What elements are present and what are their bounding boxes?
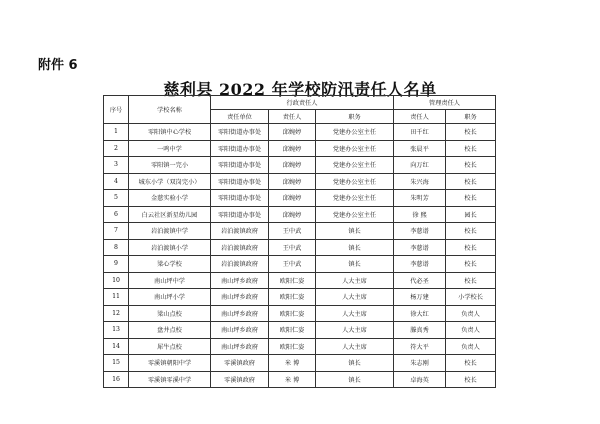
cell-admin-post: 人大主席	[316, 322, 394, 339]
cell-school-name: 金慈实验小学	[129, 190, 211, 207]
cell-admin-unit: 南山坪乡政府	[211, 272, 269, 289]
cell-mgmt-post: 校长	[446, 140, 496, 157]
cell-mgmt-person: 李慈谱	[394, 256, 446, 273]
cell-admin-person: 欧阳仁姿	[269, 272, 316, 289]
header-admin-post: 职务	[316, 110, 394, 124]
cell-mgmt-post: 校长	[446, 157, 496, 174]
cell-mgmt-person: 滕真秀	[394, 322, 446, 339]
cell-admin-post: 镇长	[316, 371, 394, 388]
cell-mgmt-person: 卓海英	[394, 371, 446, 388]
cell-admin-person: 王中武	[269, 223, 316, 240]
cell-mgmt-post: 校长	[446, 355, 496, 372]
cell-seq: 3	[104, 157, 129, 174]
cell-admin-post: 镇长	[316, 355, 394, 372]
cell-admin-unit: 岩泊渡镇政府	[211, 223, 269, 240]
cell-school-name: 犀牛点校	[129, 338, 211, 355]
cell-admin-post: 人大主席	[316, 305, 394, 322]
table-row	[104, 190, 496, 207]
cell-admin-post: 党建办公室主任	[316, 140, 394, 157]
cell-admin-unit: 零阳街道办事处	[211, 206, 269, 223]
table-row	[104, 206, 496, 223]
table-body	[104, 124, 496, 388]
cell-seq: 15	[104, 355, 129, 372]
cell-admin-post: 人大主席	[316, 338, 394, 355]
cell-school-name: 零阳镇一完小	[129, 157, 211, 174]
cell-admin-post: 党建办公室主任	[316, 206, 394, 223]
cell-admin-unit: 零溪镇政府	[211, 355, 269, 372]
cell-admin-post: 党建办公室主任	[316, 190, 394, 207]
header-mgmt-post: 职务	[446, 110, 496, 124]
cell-school-name: 城东小学（双岗完小）	[129, 173, 211, 190]
cell-admin-unit: 零阳街道办事处	[211, 140, 269, 157]
cell-seq: 14	[104, 338, 129, 355]
header-seq: 序号	[104, 96, 129, 124]
cell-mgmt-post: 负责人	[446, 305, 496, 322]
attachment-label: 附件 6	[38, 58, 78, 73]
header-row-top	[104, 96, 496, 110]
cell-mgmt-post: 校长	[446, 223, 496, 240]
cell-seq: 2	[104, 140, 129, 157]
cell-seq: 5	[104, 190, 129, 207]
cell-mgmt-person: 朱志刚	[394, 355, 446, 372]
cell-admin-unit: 南山坪乡政府	[211, 305, 269, 322]
document-title: 慈利县 2022 年学校防汛责任人名单	[163, 80, 437, 99]
cell-admin-unit: 岩泊渡镇政府	[211, 256, 269, 273]
cell-seq: 9	[104, 256, 129, 273]
cell-admin-person: 欧阳仁姿	[269, 305, 316, 322]
cell-admin-person: 王中武	[269, 256, 316, 273]
cell-admin-person: 邱婉婷	[269, 157, 316, 174]
table-row	[104, 272, 496, 289]
header-admin-person: 责任人	[269, 110, 316, 124]
table-row	[104, 305, 496, 322]
cell-mgmt-post: 园长	[446, 206, 496, 223]
cell-admin-post: 镇长	[316, 239, 394, 256]
header-school-name: 学校名称	[129, 96, 211, 124]
table-row	[104, 223, 496, 240]
cell-admin-unit: 零阳街道办事处	[211, 124, 269, 141]
cell-seq: 1	[104, 124, 129, 141]
cell-school-name: 南山坪中学	[129, 272, 211, 289]
cell-mgmt-post: 校长	[446, 190, 496, 207]
cell-school-name: 盘井点校	[129, 322, 211, 339]
cell-mgmt-post: 校长	[446, 256, 496, 273]
cell-admin-unit: 南山坪乡政府	[211, 322, 269, 339]
table-row	[104, 338, 496, 355]
cell-mgmt-person: 朱明芳	[394, 190, 446, 207]
header-mgmt-person: 责任人	[394, 110, 446, 124]
cell-seq: 6	[104, 206, 129, 223]
cell-school-name: 南山坪小学	[129, 289, 211, 306]
cell-admin-person: 邱婉婷	[269, 124, 316, 141]
table-row	[104, 355, 496, 372]
cell-school-name: 零溪镇朝阳中学	[129, 355, 211, 372]
cell-school-name: 岩泊渡镇中学	[129, 223, 211, 240]
header-management-group: 管理责任人	[394, 96, 496, 110]
cell-mgmt-post: 小学校长	[446, 289, 496, 306]
cell-admin-person: 欧阳仁姿	[269, 322, 316, 339]
cell-admin-post: 党建办公室主任	[316, 124, 394, 141]
cell-admin-person: 欧阳仁姿	[269, 338, 316, 355]
cell-mgmt-post: 校长	[446, 124, 496, 141]
cell-mgmt-person: 徐大红	[394, 305, 446, 322]
cell-admin-unit: 零溪镇政府	[211, 371, 269, 388]
cell-seq: 11	[104, 289, 129, 306]
cell-admin-person: 米 博	[269, 355, 316, 372]
cell-seq: 12	[104, 305, 129, 322]
table-row	[104, 371, 496, 388]
cell-mgmt-person: 田千红	[394, 124, 446, 141]
table-row	[104, 256, 496, 273]
cell-school-name: 一鸣中学	[129, 140, 211, 157]
cell-admin-person: 王中武	[269, 239, 316, 256]
cell-admin-unit: 岩泊渡镇政府	[211, 239, 269, 256]
cell-admin-person: 欧阳仁姿	[269, 289, 316, 306]
cell-mgmt-post: 校长	[446, 371, 496, 388]
cell-mgmt-post: 负责人	[446, 322, 496, 339]
cell-seq: 13	[104, 322, 129, 339]
cell-seq: 8	[104, 239, 129, 256]
cell-mgmt-person: 李慈谱	[394, 223, 446, 240]
cell-admin-person: 米 博	[269, 371, 316, 388]
cell-seq: 7	[104, 223, 129, 240]
table-row	[104, 157, 496, 174]
header-admin-group: 行政责任人	[211, 96, 394, 110]
cell-mgmt-person: 张晨平	[394, 140, 446, 157]
cell-admin-unit: 零阳街道办事处	[211, 157, 269, 174]
cell-admin-unit: 零阳街道办事处	[211, 173, 269, 190]
cell-admin-post: 党建办公室主任	[316, 173, 394, 190]
cell-mgmt-person: 杨万建	[394, 289, 446, 306]
cell-mgmt-person: 徐 熙	[394, 206, 446, 223]
cell-admin-person: 邱婉婷	[269, 173, 316, 190]
table-row	[104, 140, 496, 157]
cell-mgmt-person: 代必圣	[394, 272, 446, 289]
cell-mgmt-person: 朱兴海	[394, 173, 446, 190]
cell-school-name: 岩泊渡镇小学	[129, 239, 211, 256]
table-row	[104, 173, 496, 190]
header-admin-unit: 责任单位	[211, 110, 269, 124]
cell-admin-unit: 南山坪乡政府	[211, 289, 269, 306]
cell-school-name: 白云社区新星幼儿园	[129, 206, 211, 223]
cell-seq: 16	[104, 371, 129, 388]
cell-seq: 4	[104, 173, 129, 190]
table-row	[104, 124, 496, 141]
cell-admin-person: 邱婉婷	[269, 206, 316, 223]
table-row	[104, 239, 496, 256]
cell-mgmt-post: 校长	[446, 239, 496, 256]
cell-admin-person: 邱婉婷	[269, 140, 316, 157]
cell-admin-post: 镇长	[316, 256, 394, 273]
cell-admin-unit: 南山坪乡政府	[211, 338, 269, 355]
cell-school-name: 梁心学校	[129, 256, 211, 273]
cell-school-name: 零阳镇中心学校	[129, 124, 211, 141]
cell-seq: 10	[104, 272, 129, 289]
cell-admin-person: 邱婉婷	[269, 190, 316, 207]
cell-admin-post: 镇长	[316, 223, 394, 240]
cell-mgmt-person: 李慈谱	[394, 239, 446, 256]
flood-responsibility-table	[103, 95, 496, 388]
cell-school-name: 梁山点校	[129, 305, 211, 322]
cell-admin-post: 人大主席	[316, 289, 394, 306]
cell-mgmt-person: 向万红	[394, 157, 446, 174]
cell-mgmt-person: 符大平	[394, 338, 446, 355]
cell-mgmt-post: 校长	[446, 272, 496, 289]
cell-school-name: 零溪镇零溪中学	[129, 371, 211, 388]
cell-admin-unit: 零阳街道办事处	[211, 190, 269, 207]
cell-mgmt-post: 负责人	[446, 338, 496, 355]
cell-mgmt-post: 校长	[446, 173, 496, 190]
table-row	[104, 289, 496, 306]
cell-admin-post: 党建办公室主任	[316, 157, 394, 174]
table-row	[104, 322, 496, 339]
cell-admin-post: 人大主席	[316, 272, 394, 289]
